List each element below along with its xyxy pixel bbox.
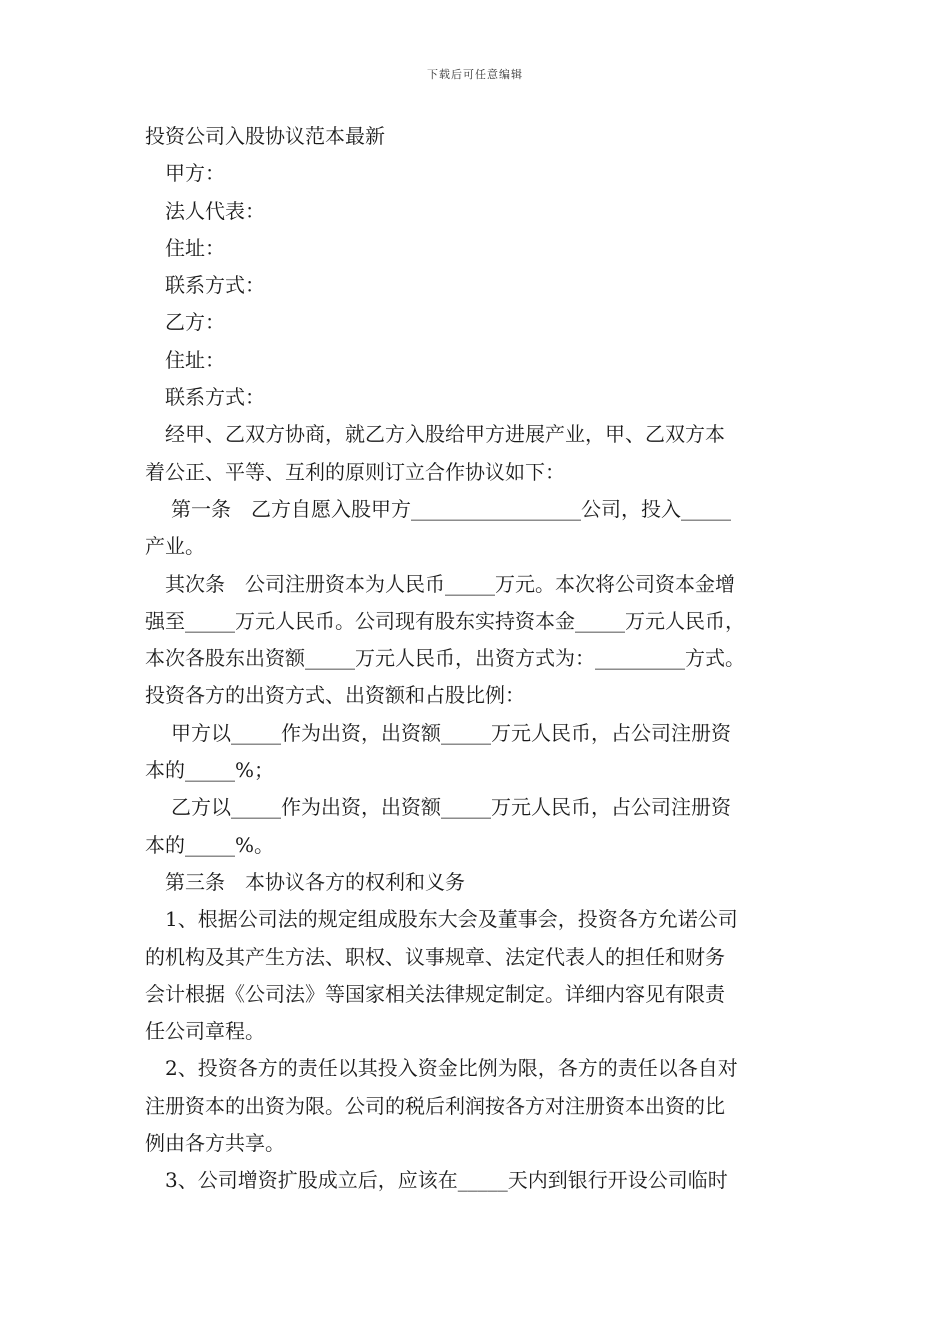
- party-b-contribution-line-2: 本的_____%。: [145, 832, 275, 857]
- document-body: [145, 118, 810, 1200]
- page-header-note: 下载后可任意编辑: [427, 68, 523, 81]
- party-b-label: 乙方：: [165, 310, 225, 335]
- clause-2-line-2: 注册资本的出资为限。公司的税后利润按各方对注册资本出资的比: [145, 1093, 725, 1118]
- article-1-line-2: 产业。: [145, 534, 205, 559]
- clause-1-line-4: 任公司章程。: [145, 1019, 265, 1044]
- party-a-contribution-line-1: 甲方以_____作为出资，出资额_____万元人民币，占公司注册资: [171, 720, 731, 745]
- article-2-line-4: 投资各方的出资方式、出资额和占股比例：: [145, 683, 525, 708]
- contact-label-b: 联系方式：: [165, 385, 265, 410]
- party-a-contribution-line-2: 本的_____%；: [145, 758, 275, 783]
- contact-label-a: 联系方式：: [165, 273, 265, 298]
- article-2-line-2: 强至_____万元人民币。公司现有股东实持资本金_____万元人民币，: [145, 608, 745, 633]
- article-1-line-1: 第一条 乙方自愿入股甲方_________________公司，投入_____: [171, 496, 731, 521]
- preamble-line-1: 经甲、乙双方协商，就乙方入股给甲方进展产业，甲、乙双方本: [165, 422, 725, 447]
- address-label-a: 住址：: [165, 235, 225, 260]
- party-b-contribution-line-1: 乙方以_____作为出资，出资额_____万元人民币，占公司注册资: [171, 795, 731, 820]
- clause-1-line-3: 会计根据《公司法》等国家相关法律规定制定。详细内容见有限责: [145, 981, 725, 1006]
- clause-2-line-3: 例由各方共享。: [145, 1131, 285, 1156]
- preamble-line-2: 着公正、平等、互利的原则订立合作协议如下：: [145, 459, 565, 484]
- clause-1-line-2: 的机构及其产生方法、职权、议事规章、法定代表人的担任和财务: [145, 944, 725, 969]
- legal-rep-label: 法人代表：: [165, 198, 265, 223]
- party-a-label: 甲方：: [165, 161, 225, 186]
- document-title: 投资公司入股协议范本最新: [145, 124, 385, 148]
- article-3-heading: 第三条 本协议各方的权利和义务: [165, 869, 465, 894]
- clause-3-line-1: 3、公司增资扩股成立后，应该在_____天内到银行开设公司临时: [165, 1168, 728, 1193]
- clause-1-line-1: 1、根据公司法的规定组成股东大会及董事会，投资各方允诺公司: [165, 907, 738, 932]
- clause-2-line-1: 2、投资各方的责任以其投入资金比例为限，各方的责任以各自对: [165, 1056, 738, 1081]
- article-2-line-1: 其次条 公司注册资本为人民币_____万元。本次将公司资本金增: [165, 571, 735, 596]
- address-label-b: 住址：: [165, 347, 225, 372]
- article-2-line-3: 本次各股东出资额_____万元人民币，出资方式为：_________方式。: [145, 646, 745, 671]
